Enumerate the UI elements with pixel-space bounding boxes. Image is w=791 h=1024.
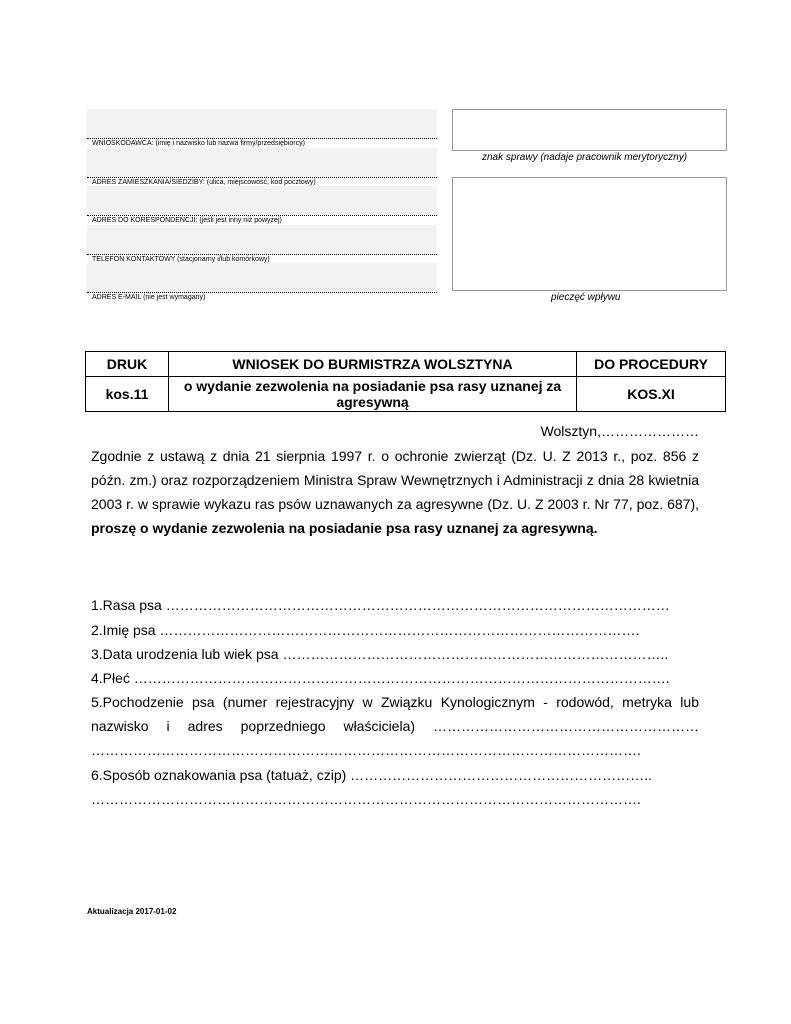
druk-label: DRUK [86,352,169,377]
form-title: WNIOSEK DO BURMISTRZA WOLSZTYNA [169,352,577,377]
applicant-name-field[interactable] [87,109,437,139]
procedure-code: KOS.XI [577,377,726,412]
item-sex[interactable]: 4.Płeć ……………………………………………………………………………………………………. [91,670,670,686]
item-origin-line-3[interactable]: ………………………………………………………………………………………………………. [91,742,641,758]
case-number-caption: znak sprawy (nadaje pracownik merytoryczny) [482,152,688,163]
receipt-stamp-box [452,177,727,291]
phone-label: TELEFON KONTAKTOWY (stacjonarny i/lub komórkowy) [92,256,270,263]
item-marking-line-2[interactable]: ………………………………………………………………………………………………………. [91,791,641,807]
intro-request-bold: proszę o wydanie zezwolenia na posiadanie psa rasy uznanej za agresywną. [91,520,598,536]
form-subtitle: o wydanie zezwolenia na posiadanie psa rasy uznanej za agresywną [169,377,577,412]
item-origin-line-1[interactable]: 5.Pochodzenie psa (numer rejestracyjny w Związku Kynologicznym - rodowód, metryka lub [91,694,699,710]
item-origin-line-2[interactable]: nazwisko i adres poprzedniego właściciela) ………………………………………………… [91,718,699,734]
update-date: Aktualizacja 2017-01-02 [87,907,177,916]
email-field[interactable] [87,263,437,293]
intro-text: Zgodnie z ustawą z dnia 21 sierpnia 1997 r. o ochronie zwierząt (Dz. U. Z 2013 r., poz. 856 z późn. zm.) oraz rozporządzeniem Ministra Spraw Wewnętrznych i Administracji z dnia 28 kwietnia 2003 r. w sprawie wykazu ras psów uznawanych za agresywne (Dz. U. Z 2003 r. Nr 77, poz. 687), [91,448,699,512]
procedure-label: DO PROCEDURY [577,352,726,377]
applicant-name-label: WNIOSKODAWCA: (imię i nazwisko lub nazwa firmy/przedsiębiorcy) [92,140,305,147]
item-birth-date[interactable]: 3.Data urodzenia lub wiek psa ……………………………………………………………………….. [91,646,669,662]
intro-paragraph [91,444,699,540]
phone-field[interactable] [87,225,437,255]
receipt-stamp-caption: pieczęć wpływu [551,292,621,303]
item-dog-name[interactable]: 2.Imię psa …………………………………………………………………………………………. [91,622,640,638]
address-label: ADRES ZAMIESZKANIA/SIEDZIBY: (ulica, miejscowość, kod pocztowy) [92,179,316,186]
item-breed[interactable]: 1.Rasa psa ……………………………………………………………………………………………… [91,597,670,613]
correspondence-address-field[interactable] [87,186,437,216]
item-marking-line-1[interactable]: 6.Sposób oznakowania psa (tatuaż, czip) ……………………………………………………….. [91,767,652,783]
case-number-box[interactable] [452,109,727,151]
address-field[interactable] [87,148,437,178]
correspondence-address-label: ADRES DO KORESPONDENCJI: (jeśli jest inny niż powyżej) [92,217,282,224]
email-label: ADRES E-MAIL (nie jest wymagany) [92,294,206,301]
place-date[interactable]: Wolsztyn,………………… [540,423,699,439]
druk-code: kos.11 [86,377,169,412]
form-header-table [85,351,726,412]
